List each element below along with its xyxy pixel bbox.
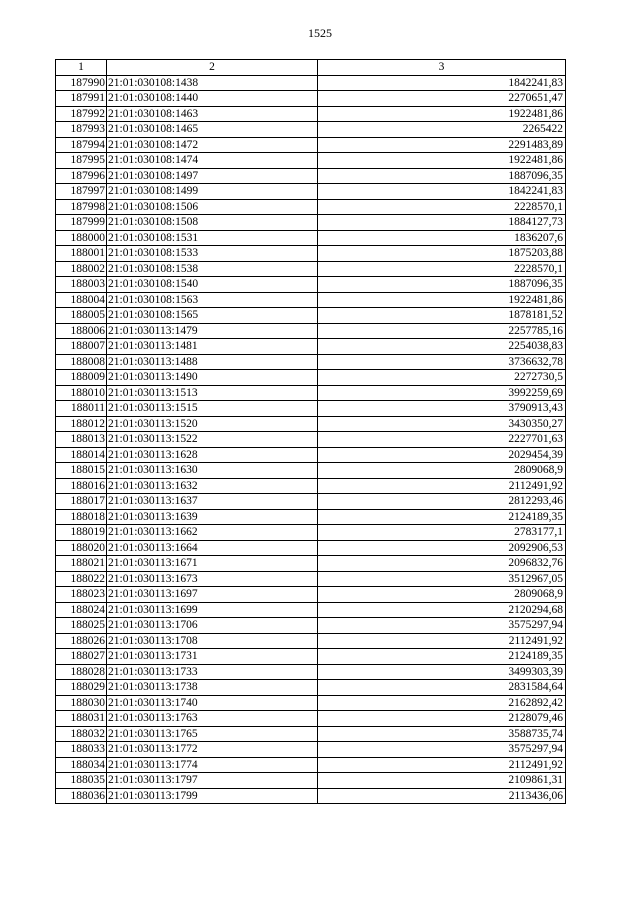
row-number-cell: 187990	[56, 75, 107, 91]
row-number-cell: 188034	[56, 757, 107, 773]
row-number-cell: 188011	[56, 401, 107, 417]
cadastral-number-cell: 21:01:030113:1731	[107, 649, 318, 665]
value-cell: 2096832,76	[318, 556, 566, 572]
value-cell: 1878181,52	[318, 308, 566, 324]
table-row	[56, 354, 566, 370]
value-cell: 2112491,92	[318, 757, 566, 773]
cadastral-number-cell: 21:01:030108:1474	[107, 153, 318, 169]
cadastral-number-cell: 21:01:030108:1508	[107, 215, 318, 231]
table-row	[56, 540, 566, 556]
value-cell: 1875203,88	[318, 246, 566, 262]
table-row	[56, 432, 566, 448]
row-number-cell: 187992	[56, 106, 107, 122]
value-cell: 2128079,46	[318, 711, 566, 727]
value-cell: 3575297,94	[318, 742, 566, 758]
table-row	[56, 571, 566, 587]
row-number-cell: 188003	[56, 277, 107, 293]
column-header-1: 1	[56, 60, 107, 76]
data-table	[55, 59, 566, 804]
row-number-cell: 188033	[56, 742, 107, 758]
value-cell: 3588735,74	[318, 726, 566, 742]
table-row	[56, 323, 566, 339]
cadastral-number-cell: 21:01:030113:1513	[107, 385, 318, 401]
table-row	[56, 137, 566, 153]
cadastral-number-cell: 21:01:030113:1630	[107, 463, 318, 479]
cadastral-number-cell: 21:01:030108:1533	[107, 246, 318, 262]
row-number-cell: 188015	[56, 463, 107, 479]
row-number-cell: 187997	[56, 184, 107, 200]
table-row	[56, 463, 566, 479]
value-cell: 2809068,9	[318, 587, 566, 603]
cadastral-number-cell: 21:01:030108:1497	[107, 168, 318, 184]
table-row	[56, 385, 566, 401]
row-number-cell: 187999	[56, 215, 107, 231]
cadastral-number-cell: 21:01:030113:1733	[107, 664, 318, 680]
row-number-cell: 188023	[56, 587, 107, 603]
value-cell: 2124189,35	[318, 509, 566, 525]
row-number-cell: 188012	[56, 416, 107, 432]
value-cell: 2124189,35	[318, 649, 566, 665]
row-number-cell: 188019	[56, 525, 107, 541]
table-row	[56, 261, 566, 277]
table-row	[56, 757, 566, 773]
table-row	[56, 711, 566, 727]
cadastral-number-cell: 21:01:030113:1671	[107, 556, 318, 572]
table-row	[56, 199, 566, 215]
table-row	[56, 494, 566, 510]
row-number-cell: 188024	[56, 602, 107, 618]
row-number-cell: 188026	[56, 633, 107, 649]
cadastral-number-cell: 21:01:030113:1673	[107, 571, 318, 587]
value-cell: 3430350,27	[318, 416, 566, 432]
table-row	[56, 556, 566, 572]
cadastral-number-cell: 21:01:030113:1708	[107, 633, 318, 649]
table-row	[56, 308, 566, 324]
row-number-cell: 187996	[56, 168, 107, 184]
table-body	[56, 75, 566, 804]
table-row	[56, 447, 566, 463]
value-cell: 1884127,73	[318, 215, 566, 231]
cadastral-number-cell: 21:01:030108:1465	[107, 122, 318, 138]
value-cell: 2120294,68	[318, 602, 566, 618]
row-number-cell: 188036	[56, 788, 107, 804]
cadastral-number-cell: 21:01:030108:1531	[107, 230, 318, 246]
cadastral-number-cell: 21:01:030108:1540	[107, 277, 318, 293]
row-number-cell: 188025	[56, 618, 107, 634]
value-cell: 2162892,42	[318, 695, 566, 711]
value-cell: 2112491,92	[318, 633, 566, 649]
table-row	[56, 91, 566, 107]
table-row	[56, 695, 566, 711]
cadastral-number-cell: 21:01:030108:1440	[107, 91, 318, 107]
value-cell: 2809068,9	[318, 463, 566, 479]
row-number-cell: 188009	[56, 370, 107, 386]
value-cell: 2831584,64	[318, 680, 566, 696]
cadastral-number-cell: 21:01:030113:1490	[107, 370, 318, 386]
value-cell: 2272730,5	[318, 370, 566, 386]
row-number-cell: 188014	[56, 447, 107, 463]
value-cell: 2227701,63	[318, 432, 566, 448]
table-row	[56, 618, 566, 634]
row-number-cell: 187994	[56, 137, 107, 153]
value-cell: 2812293,46	[318, 494, 566, 510]
cadastral-number-cell: 21:01:030113:1699	[107, 602, 318, 618]
row-number-cell: 187993	[56, 122, 107, 138]
value-cell: 2291483,89	[318, 137, 566, 153]
cadastral-number-cell: 21:01:030113:1515	[107, 401, 318, 417]
table-row	[56, 773, 566, 789]
cadastral-number-cell: 21:01:030113:1520	[107, 416, 318, 432]
value-cell: 2029454,39	[318, 447, 566, 463]
row-number-cell: 188006	[56, 323, 107, 339]
value-cell: 1887096,35	[318, 168, 566, 184]
cadastral-number-cell: 21:01:030113:1772	[107, 742, 318, 758]
value-cell: 2092906,53	[318, 540, 566, 556]
table-row	[56, 525, 566, 541]
table-row	[56, 215, 566, 231]
table-row	[56, 168, 566, 184]
row-number-cell: 188013	[56, 432, 107, 448]
value-cell: 1922481,86	[318, 292, 566, 308]
cadastral-number-cell: 21:01:030113:1664	[107, 540, 318, 556]
value-cell: 1922481,86	[318, 153, 566, 169]
table-row	[56, 246, 566, 262]
cadastral-number-cell: 21:01:030108:1472	[107, 137, 318, 153]
table-row	[56, 230, 566, 246]
row-number-cell: 188016	[56, 478, 107, 494]
row-number-cell: 187998	[56, 199, 107, 215]
row-number-cell: 188028	[56, 664, 107, 680]
value-cell: 2254038,83	[318, 339, 566, 355]
row-number-cell: 188008	[56, 354, 107, 370]
cadastral-number-cell: 21:01:030108:1506	[107, 199, 318, 215]
table-row	[56, 742, 566, 758]
value-cell: 3992259,69	[318, 385, 566, 401]
value-cell: 1922481,86	[318, 106, 566, 122]
cadastral-number-cell: 21:01:030113:1488	[107, 354, 318, 370]
row-number-cell: 188020	[56, 540, 107, 556]
row-number-cell: 188032	[56, 726, 107, 742]
cadastral-number-cell: 21:01:030113:1740	[107, 695, 318, 711]
table-row	[56, 680, 566, 696]
row-number-cell: 188007	[56, 339, 107, 355]
table-row	[56, 478, 566, 494]
row-number-cell: 188001	[56, 246, 107, 262]
table-row	[56, 602, 566, 618]
row-number-cell: 188035	[56, 773, 107, 789]
table-row	[56, 649, 566, 665]
row-number-cell: 187995	[56, 153, 107, 169]
row-number-cell: 188005	[56, 308, 107, 324]
cadastral-number-cell: 21:01:030113:1479	[107, 323, 318, 339]
value-cell: 2228570,1	[318, 199, 566, 215]
value-cell: 2109861,31	[318, 773, 566, 789]
column-header-3: 3	[318, 60, 566, 76]
table-row	[56, 370, 566, 386]
cadastral-number-cell: 21:01:030113:1799	[107, 788, 318, 804]
cadastral-number-cell: 21:01:030113:1763	[107, 711, 318, 727]
value-cell: 2113436,06	[318, 788, 566, 804]
cadastral-number-cell: 21:01:030113:1765	[107, 726, 318, 742]
value-cell: 2783177,1	[318, 525, 566, 541]
table-row	[56, 401, 566, 417]
cadastral-number-cell: 21:01:030113:1697	[107, 587, 318, 603]
value-cell: 1887096,35	[318, 277, 566, 293]
table-row	[56, 509, 566, 525]
row-number-cell: 188018	[56, 509, 107, 525]
table-row	[56, 339, 566, 355]
row-number-cell: 188002	[56, 261, 107, 277]
cadastral-number-cell: 21:01:030113:1637	[107, 494, 318, 510]
table-row	[56, 587, 566, 603]
cadastral-number-cell: 21:01:030113:1662	[107, 525, 318, 541]
value-cell: 1842241,83	[318, 184, 566, 200]
cadastral-number-cell: 21:01:030113:1738	[107, 680, 318, 696]
row-number-cell: 188010	[56, 385, 107, 401]
cadastral-number-cell: 21:01:030113:1481	[107, 339, 318, 355]
table-header-row	[56, 60, 566, 76]
cadastral-number-cell: 21:01:030113:1632	[107, 478, 318, 494]
table-row	[56, 633, 566, 649]
table-row	[56, 788, 566, 804]
row-number-cell: 188029	[56, 680, 107, 696]
table-row	[56, 106, 566, 122]
row-number-cell: 188022	[56, 571, 107, 587]
cadastral-number-cell: 21:01:030108:1565	[107, 308, 318, 324]
row-number-cell: 188021	[56, 556, 107, 572]
table-row	[56, 664, 566, 680]
cadastral-number-cell: 21:01:030113:1706	[107, 618, 318, 634]
value-cell: 3790913,43	[318, 401, 566, 417]
value-cell: 3575297,94	[318, 618, 566, 634]
value-cell: 3512967,05	[318, 571, 566, 587]
table-row	[56, 416, 566, 432]
value-cell: 2228570,1	[318, 261, 566, 277]
cadastral-number-cell: 21:01:030113:1639	[107, 509, 318, 525]
value-cell: 1836207,6	[318, 230, 566, 246]
table-row	[56, 184, 566, 200]
value-cell: 3499303,39	[318, 664, 566, 680]
cadastral-number-cell: 21:01:030108:1563	[107, 292, 318, 308]
row-number-cell: 188027	[56, 649, 107, 665]
cadastral-number-cell: 21:01:030113:1522	[107, 432, 318, 448]
row-number-cell: 187991	[56, 91, 107, 107]
column-header-2: 2	[107, 60, 318, 76]
value-cell: 3736632,78	[318, 354, 566, 370]
value-cell: 2270651,47	[318, 91, 566, 107]
table-row	[56, 726, 566, 742]
row-number-cell: 188030	[56, 695, 107, 711]
table-row	[56, 277, 566, 293]
page-number: 1525	[308, 26, 332, 40]
cadastral-number-cell: 21:01:030108:1463	[107, 106, 318, 122]
value-cell: 2112491,92	[318, 478, 566, 494]
value-cell: 2257785,16	[318, 323, 566, 339]
cadastral-number-cell: 21:01:030108:1538	[107, 261, 318, 277]
row-number-cell: 188000	[56, 230, 107, 246]
table-row	[56, 292, 566, 308]
table-row	[56, 153, 566, 169]
table-row	[56, 122, 566, 138]
table-row	[56, 75, 566, 91]
row-number-cell: 188004	[56, 292, 107, 308]
value-cell: 1842241,83	[318, 75, 566, 91]
value-cell: 2265422	[318, 122, 566, 138]
cadastral-number-cell: 21:01:030108:1499	[107, 184, 318, 200]
row-number-cell: 188017	[56, 494, 107, 510]
cadastral-number-cell: 21:01:030113:1774	[107, 757, 318, 773]
row-number-cell: 188031	[56, 711, 107, 727]
cadastral-number-cell: 21:01:030113:1797	[107, 773, 318, 789]
cadastral-number-cell: 21:01:030108:1438	[107, 75, 318, 91]
cadastral-number-cell: 21:01:030113:1628	[107, 447, 318, 463]
